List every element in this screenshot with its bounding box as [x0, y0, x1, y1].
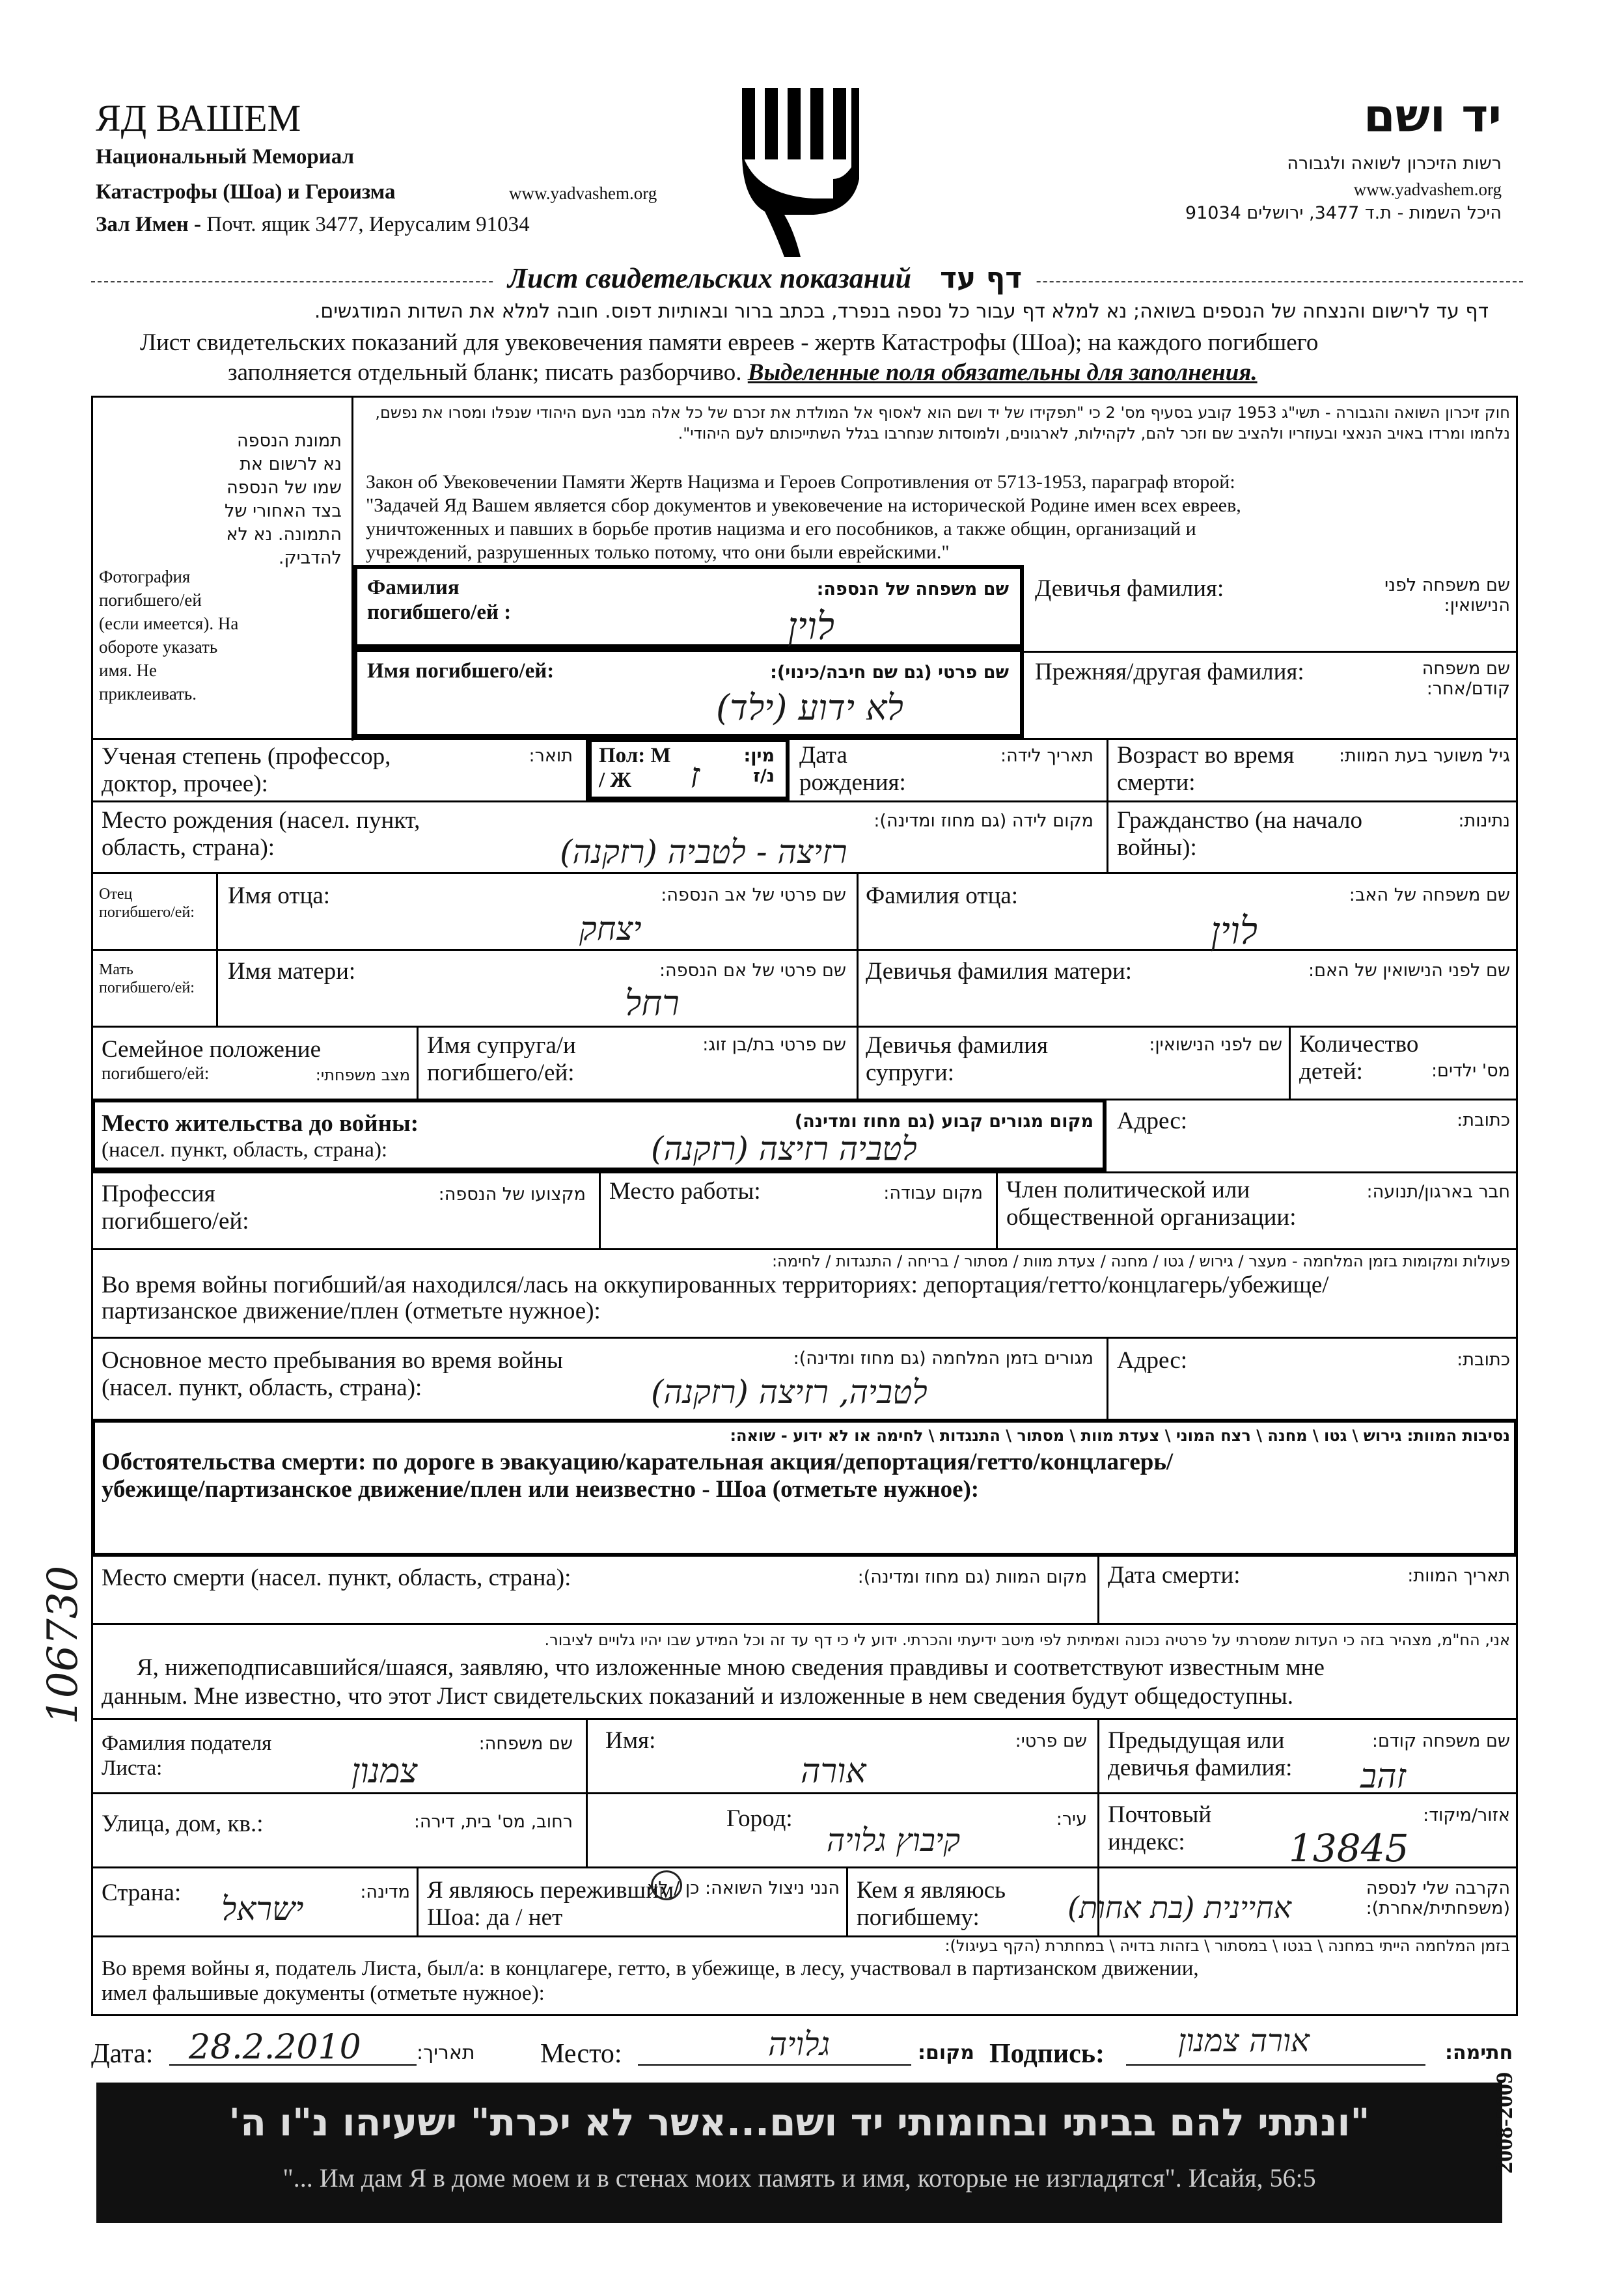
- instructions-ru-line2: [228, 359, 1258, 387]
- spouse-name-label-he: שם פרטי בת/בן זוג:: [702, 1035, 846, 1055]
- degree-label-he: תואר:: [529, 746, 573, 766]
- footer-band: [96, 2083, 1502, 2223]
- footer-quote-he: "ונתתי להם בביתי ובחומותי יד ושם...אשר לא יכרת" ישעיהו נ"ו ה': [228, 2100, 1370, 2144]
- member-label-he: חבר בארגון/תנועה:: [1366, 1182, 1510, 1202]
- mother-name-label-he: שם פרטי של אם הנספה:: [659, 961, 846, 981]
- sign-label-ru: Подпись:: [989, 2039, 1105, 2069]
- sex-label-he: מין: נ/ז: [743, 746, 775, 786]
- date-label-ru: Дата:: [91, 2039, 154, 2069]
- instructions-he: דף עד לרישום והנצחה של הנספים בשואה; נא למלא דף עבור כל נספה בנפרד, בכתב ברור ובאותיות דפוס. חובה למלא את השדות המודגשים.: [314, 300, 1489, 323]
- submitter-zip-label-ru: Почтовый индекс:: [1108, 1801, 1212, 1855]
- submitter-survivor-label-he: הנני ניצול השואה: כן / לא: [646, 1878, 840, 1898]
- submitter-surname-label-he: שם משפחה:: [478, 1734, 573, 1754]
- submitter-prev-label-he: שם משפחה קודם:: [1371, 1731, 1510, 1751]
- ru-org-address: [96, 212, 530, 237]
- sign-label-he: חתימה:: [1445, 2042, 1513, 2064]
- date-value[interactable]: 28.2.2010: [189, 2028, 361, 2067]
- residence-label-ru: Место жительства до войны:: [102, 1110, 419, 1137]
- declaration-ru-line2: данным. Мне известно, что этот Лист свидетельских показаний и изложенные в нем сведения будут общедоступны.: [102, 1683, 1293, 1710]
- residence-label-ru2: (насел. пункт, область, страна):: [102, 1138, 388, 1162]
- mother-maiden-label-he: שם לפני הנישואין של האם:: [1308, 961, 1510, 981]
- form-title-ru: Лист свидетельских показаний: [508, 262, 912, 294]
- place-label-ru: Место:: [540, 2039, 622, 2069]
- declaration-ru-line1: Я, нижеподписавшийся/шаяся, заявляю, что изложенные мною сведения правдивы и соответствуют известным мне: [137, 1654, 1325, 1681]
- submitter-relation-value[interactable]: אחיינית (בת אחות): [1067, 1890, 1292, 1925]
- other-name-label-ru: Прежняя/другая фамилия:: [1035, 659, 1304, 685]
- submitter-prev-label-ru: Предыдущая или девичья фамилия:: [1108, 1727, 1293, 1781]
- dob-label-he: תאריך לידה:: [1000, 746, 1093, 766]
- submitter-name-label-ru: Имя:: [605, 1727, 656, 1754]
- declaration-he: אני, הח"מ, מצהיר בזה כי העדות שמסרתי על פרטיה נכונה ואמיתית לפי מיטב ידיעתי והכרתי. ידוע לי כי דף עד זה וכל המידע שבו יהיו גלויים לציבור.: [544, 1631, 1510, 1649]
- submitter-surname-label-ru: Фамилия подателя Листа:: [102, 1732, 272, 1780]
- submitter-relation-label-ru: Кем я являюсь погибшему:: [857, 1877, 1006, 1931]
- ru-hall-of-names: Зал Имен -: [96, 213, 202, 236]
- submitter-wartime-he: בזמן המלחמה הייתי במחנה \ בגטו \ במסתור \ בזהות בדויה \ במחתרת (הקף בעיגול):: [944, 1937, 1510, 1955]
- member-label-ru: Член политической или общественной организации:: [1006, 1177, 1297, 1231]
- marital-label-ru: Семейное положение: [102, 1036, 321, 1063]
- death-place-label-ru: Место смерти (насел. пункт, область, страна):: [102, 1565, 571, 1591]
- mother-name-value[interactable]: רחל: [625, 983, 680, 1024]
- submitter-wartime-ru-line1: Во время войны я, податель Листа, был/а: в концлагере, гетто, в убежище, в лесу, участвовал в партизанском движении,: [102, 1957, 1199, 1980]
- submitter-prev-value[interactable]: זהב: [1360, 1757, 1407, 1796]
- profession-label-he: מקצועו של הנספה:: [438, 1184, 586, 1205]
- first-name-label-he: שם פרטי (גם שם חיבה/כינוי):: [770, 663, 1009, 683]
- form-title: [495, 262, 1035, 295]
- submitter-street-label-he: רחוב, מס' בית, דירה:: [413, 1812, 573, 1832]
- war-place-label-he: מגורים בזמן המלחמה (גם מחוז ומדינה):: [793, 1348, 1093, 1369]
- first-name-value[interactable]: לא ידוע (ילד): [716, 687, 903, 728]
- margin-number: 106730: [39, 1565, 87, 1725]
- mother-name-label-ru: Имя матери:: [228, 958, 356, 985]
- submitter-country-value[interactable]: ישראל: [221, 1890, 304, 1928]
- spouse-name-label-ru: Имя супруга/и погибшего/ей:: [427, 1032, 576, 1086]
- maiden-label-ru: Девичья фамилия:: [1035, 575, 1224, 602]
- father-name-label-ru: Имя отца:: [228, 882, 331, 909]
- ru-org-line1: Национальный Мемориал: [96, 145, 355, 169]
- address1-label-ru: Адрес:: [1117, 1108, 1188, 1134]
- submitter-city-value[interactable]: קיבוץ גלויה: [827, 1822, 961, 1859]
- profession-label-ru: Профессия погибшего/ей:: [102, 1181, 249, 1235]
- he-org-address: היכל השמות - ת.ד 3477, ירושלים 91034: [1185, 203, 1502, 223]
- submitter-wartime-ru-line2: имел фальшивые документы (отметьте нужное):: [102, 1982, 545, 2005]
- sex-label-ru: Пол: М / Ж: [599, 744, 671, 792]
- place-line: [638, 2064, 911, 2066]
- spouse-maiden-label-ru: Девичья фамилия супруги:: [866, 1032, 1049, 1086]
- photo-instructions-he: תמונת הנספה נא לרשום את שמו של הנספה בצד האחורי של התמונה. נא לא להדביק.: [225, 431, 342, 568]
- first-name-label-ru: Имя погибшего/ей:: [367, 659, 555, 683]
- surname-label-ru: Фамилия погибшего/ей :: [367, 576, 512, 624]
- submitter-city-label-ru: Город:: [726, 1805, 793, 1832]
- war-place-value[interactable]: לטביה, רזיצה (רזקנה): [651, 1373, 928, 1411]
- workplace-label-he: מקום עבודה:: [883, 1183, 983, 1203]
- sign-value[interactable]: אורה צמנון: [1178, 2023, 1310, 2059]
- he-org-url: www.yadvashem.org: [1353, 180, 1502, 199]
- father-row-label: Отец погибшего/ей:: [99, 886, 195, 921]
- submitter-zip-label-he: אזור/מיקוד:: [1423, 1805, 1510, 1825]
- war-activity-he: פעולות ומקומות בזמן המלחמה - מעצר / גירוש / גטו / מחנה / צעדת מוות / מסתור / בריחה / התנגדות / לחימה:: [771, 1252, 1510, 1270]
- submitter-name-label-he: שם פרטי:: [1015, 1731, 1087, 1751]
- degree-label-ru: Ученая степень (профессор, доктор, прочее):: [102, 743, 391, 797]
- years-label: 2008-2009: [1491, 2072, 1517, 2174]
- footer-quote-ru: "... Им дам Я в доме моем и в стенах моих память и имя, которые не изгладятся". Исайя, 56:5: [282, 2163, 1316, 2193]
- law-ru-line1: Закон об Увековечении Памяти Жертв Нацизма и Героев Сопротивления от 5713-1953, параграф второй:: [366, 471, 1235, 493]
- residence-label-he: מקום מגורים קבוע (גם מחוז ומדינה): [794, 1112, 1093, 1132]
- he-org-title: יד ושם: [1364, 89, 1502, 143]
- father-surname-label-ru: Фамилия отца:: [866, 882, 1019, 909]
- birthplace-label-ru: Место рождения (насел. пункт, область, страна):: [102, 807, 420, 861]
- address1-label-he: כתובת:: [1457, 1110, 1510, 1130]
- survivor-no-circle: [651, 1870, 682, 1900]
- form-title-he: דף עד: [940, 262, 1023, 295]
- age-label-he: גיל משוער בעת המוות:: [1338, 746, 1510, 766]
- marital-label-ru2: погибшего/ей:: [102, 1063, 210, 1083]
- father-name-label-he: שם פרטי של אב הנספה:: [661, 885, 846, 905]
- father-surname-label-he: שם משפחה של האב:: [1349, 885, 1510, 905]
- submitter-country-label-he: מדינה:: [360, 1882, 410, 1902]
- address2-label-he: כתובת:: [1457, 1350, 1510, 1370]
- birthplace-value[interactable]: רזיצה - לטביה (רזקנה): [560, 833, 847, 871]
- ru-org-line2: Катастрофы (Шоа) и Героизма: [96, 180, 396, 204]
- ru-org-title: ЯД ВАШЕМ: [96, 97, 301, 139]
- mother-row-label: Мать погибшего/ей:: [99, 961, 195, 996]
- submitter-country-label-ru: Страна:: [102, 1879, 182, 1906]
- father-name-value[interactable]: יצחק: [579, 910, 642, 948]
- spouse-maiden-label-he: שם לפני הנישואין:: [1149, 1035, 1282, 1055]
- submitter-relation-label-he: הקרבה שלי לנספה (משפחתית/אחרת):: [1366, 1878, 1510, 1919]
- death-circumstances-he: נסיבות המוות: גירוש \ גטו \ מחנה \ רצח המוני \ צעדת מוות \ מסתור \ התנגדות \ לחימה או לא ידוע - שואה:: [730, 1427, 1510, 1445]
- photo-instructions-ru: Фотография погибшего/ей (если имеется). На обороте указать имя. Не приклеивать.: [99, 567, 239, 704]
- war-activity-ru-line1: Во время войны погибший/ая находился/лась на оккупированных территориях: депортация/гетто/концлагерь/убежище/: [102, 1272, 1329, 1298]
- sex-value[interactable]: ז: [690, 755, 700, 796]
- submitter-city-label-he: עיר:: [1056, 1809, 1087, 1829]
- father-surname-value[interactable]: לוין: [1211, 909, 1258, 953]
- dob-label-ru: Дата рождения:: [799, 742, 906, 796]
- sign-line: [1126, 2064, 1425, 2066]
- date-label-he: תאריך:: [417, 2042, 475, 2064]
- address2-label-ru: Адрес:: [1117, 1347, 1188, 1374]
- submitter-name-value[interactable]: אורה: [801, 1752, 866, 1791]
- birthplace-label-he: מקום לידה (גם מחוז ומדינה):: [873, 811, 1093, 831]
- submitter-zip-value[interactable]: 13845: [1289, 1826, 1409, 1870]
- death-place-label-he: מקום המוות (גם מחוז ומדינה):: [857, 1567, 1087, 1587]
- instructions-required-note: Выделенные поля обязательны для заполнения.: [747, 359, 1258, 386]
- surname-label-he: שם משפחה של הנספה:: [816, 579, 1009, 599]
- maiden-label-he: שם משפחה לפני הנישואין:: [1384, 575, 1510, 616]
- submitter-survivor-label-ru: Я являюсь пережившим Шоа: да / нет: [427, 1877, 674, 1931]
- children-label-he: מס' ילדים:: [1431, 1061, 1510, 1081]
- ru-po-box: Почт. ящик 3477, Иерусалим 91034: [206, 213, 530, 236]
- death-circumstances-ru-line2: убежище/партизанское движение/плен или неизвестно - Шоа (отметьте нужное):: [102, 1476, 980, 1503]
- workplace-label-ru: Место работы:: [609, 1178, 761, 1205]
- surname-value[interactable]: לוין: [788, 604, 834, 648]
- submitter-street-label-ru: Улица, дом, кв.:: [102, 1811, 264, 1837]
- law-text-he: חוק זיכרון השואה והגבורה - תשי"ג 1953 קובע בסעיף מס' 2 כי "תפקידו של יד ושם הוא לאסוף אל המולדת את זכרם של כל אלה מבני העם היהודי שנפלו ומסרו את נפשם, נלחמו ומרדו באויב הנאצי ובעוזריו ולהציב שם וזכר להם, לקהילות, לארגונים, ולמוסדות שנחרבו בגלל השתייכותם לעם היהודי".: [375, 403, 1510, 443]
- war-activity-ru-line2: партизанское движение/плен (отметьте нужное):: [102, 1298, 601, 1324]
- citizenship-label-he: נתינות:: [1458, 811, 1510, 831]
- place-value[interactable]: גלויה: [768, 2025, 831, 2063]
- citizenship-label-ru: Гражданство (на начало войны):: [1117, 807, 1363, 861]
- submitter-surname-value[interactable]: צמנון: [351, 1752, 418, 1791]
- other-name-label-he: שם משפחה קודם/אחר:: [1422, 659, 1510, 699]
- place-label-he: מקום:: [918, 2042, 974, 2064]
- law-ru-line4: учреждений, разрушенных только потому, что они были еврейскими.": [366, 541, 950, 563]
- age-label-ru: Возраст во время смерти:: [1117, 742, 1295, 796]
- war-place-label-ru: Основное место пребывания во время войны (насел. пункт, область, страна):: [102, 1347, 563, 1401]
- children-label-ru: Количество детей:: [1299, 1031, 1419, 1085]
- ru-org-url: www.yadvashem.org: [509, 184, 657, 203]
- marital-label-he: מצב משפחתי:: [315, 1066, 410, 1084]
- death-circumstances-ru-line1: Обстоятельства смерти: по дороге в эвакуацию/карательная акция/депортация/гетто/концлагерь/: [102, 1449, 1174, 1475]
- instructions-ru-line2-text: заполняется отдельный бланк; писать разборчиво.: [228, 359, 742, 386]
- death-date-label-he: תאריך המוות:: [1407, 1566, 1510, 1586]
- instructions-ru-line1: Лист свидетельских показаний для увековечения памяти евреев - жертв Катастрофы (Шоа); на каждого погибшего: [140, 329, 1319, 356]
- mother-maiden-label-ru: Девичья фамилия матери:: [866, 958, 1133, 985]
- death-date-label-ru: Дата смерти:: [1108, 1562, 1241, 1589]
- law-ru-line2: "Задачей Яд Вашем является сбор документов и увековечение на исторической Родине имен всех евреев,: [366, 495, 1241, 516]
- he-org-line1: רשות הזיכרון לשואה ולגבורה: [1287, 154, 1502, 174]
- yad-vashem-logo: [736, 81, 866, 260]
- residence-value[interactable]: לטביה רזיצה (רזקנה): [651, 1130, 917, 1168]
- law-ru-line3: уничтоженных и павших в борьбе против нацизма и его пособников, а также общин, организаций и: [366, 518, 1196, 540]
